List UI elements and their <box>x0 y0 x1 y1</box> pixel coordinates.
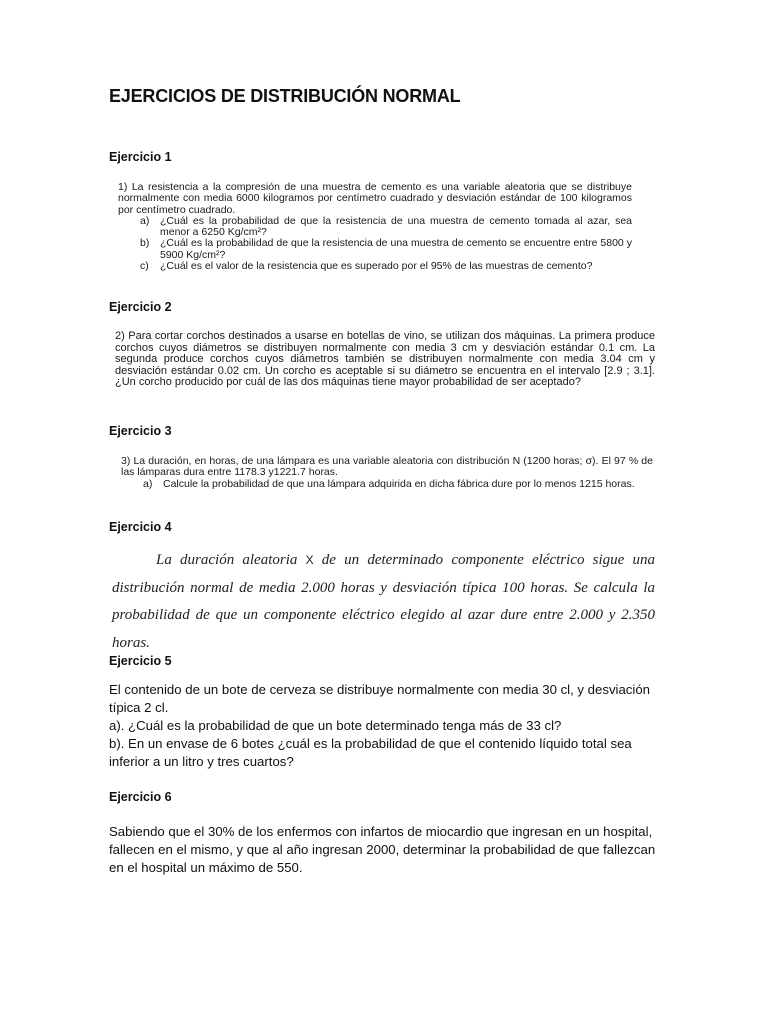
exercise-1-text <box>118 182 632 272</box>
item-text: ¿Cuál es el valor de la resistencia que es superado por el 95% de las muestras de cemento? <box>160 260 593 273</box>
exercise-3-intro: 3) La duración, en horas, de una lámpara es una variable aleatoria con distribución N (1200 horas; σ). El 97 % de las lámparas dura entre 1178.3 y1221.7 horas. <box>121 455 653 479</box>
heading-ejercicio-5: Ejercicio 5 <box>109 654 172 668</box>
exercise-1-item-b <box>140 238 632 261</box>
item-text: Calcule la probabilidad de que una lámpara adquirida en dicha fábrica dure por lo menos 1215 horas. <box>163 477 635 490</box>
exercise-5-line-1: El contenido de un bote de cerveza se distribuye normalmente con media 30 cl, y desviación típica 2 cl. <box>109 682 650 715</box>
exercise-2-text <box>115 331 655 389</box>
heading-ejercicio-2: Ejercicio 2 <box>109 300 172 314</box>
variable-x: X <box>305 553 314 567</box>
exercise-1-intro: 1) La resistencia a la compresión de una muestra de cemento es una variable aleatoria que se distribuye normalmente con media 6000 kilogramos por centímetro cuadrado y desviación estándar de 100 kilogramos por centímetro cuadrado. <box>118 181 632 216</box>
item-text: ¿Cuál es la probabilidad de que la resistencia de una muestra de cemento se encuentre entre 5800 y 5900 Kg/cm²? <box>160 237 632 261</box>
exercise-1-item-a <box>140 216 632 239</box>
exercise-1-item-c <box>140 261 632 272</box>
item-label: a) <box>143 477 153 490</box>
exercise-4-text <box>112 547 655 657</box>
item-label: b) <box>140 237 150 250</box>
heading-ejercicio-1: Ejercicio 1 <box>109 150 172 164</box>
heading-ejercicio-3: Ejercicio 3 <box>109 424 172 438</box>
exercise-3-text <box>121 456 653 490</box>
exercise-4-text-rest: de un determinado componente eléctrico sigue una distribución normal de media 2.000 horas y desviación típica 100 horas. Se calcula la probabilidad de que un componente eléctrico elegido al azar dure entre 2.000 y 2.350 horas. <box>112 552 655 651</box>
exercise-6-text <box>109 823 669 877</box>
exercise-4-text-start: La duración aleatoria <box>156 552 298 568</box>
exercise-5-line-3: b). En un envase de 6 botes ¿cuál es la probabilidad de que el contenido líquido total sea inferior a un litro y tres cuartos? <box>109 736 632 769</box>
item-label: c) <box>140 260 149 273</box>
page-title: EJERCICIOS DE DISTRIBUCIÓN NORMAL <box>109 86 461 106</box>
exercise-3-item-a <box>143 479 653 490</box>
heading-ejercicio-4: Ejercicio 4 <box>109 520 172 534</box>
exercise-5-text <box>109 681 669 771</box>
exercise-6-paragraph: Sabiendo que el 30% de los enfermos con infartos de miocardio que ingresan en un hospital, fallecen en el mismo, y que al año ingresan 2000, determinar la probabilidad de que fallezcan en el hospital un máximo de 550. <box>109 824 656 875</box>
exercise-2-paragraph: 2) Para cortar corchos destinados a usarse en botellas de vino, se utilizan dos máquinas. La primera produce corchos cuyos diámetros se distribuyen normalmente con media 3 cm y desviación estándar 0.1 cm. La segunda produce corchos cuyos diámetros también se distribuyen normalmente con media 3.04 cm y desviación estándar 0.02 cm. Un corcho es aceptable si su diámetro se encuentra en el intervalo [2.9 ; 3.1]. ¿Un corcho producido por cuál de las dos máquinas tiene mayor probabilidad de ser aceptado? <box>115 330 655 389</box>
heading-ejercicio-6: Ejercicio 6 <box>109 790 172 804</box>
exercise-5-line-2: a). ¿Cuál es la probabilidad de que un bote determinado tenga más de 33 cl? <box>109 718 562 733</box>
item-label: a) <box>140 214 150 227</box>
item-text: ¿Cuál es la probabilidad de que la resistencia de una muestra de cemento tomada al azar, sea menor a 6250 Kg/cm²? <box>160 214 632 239</box>
